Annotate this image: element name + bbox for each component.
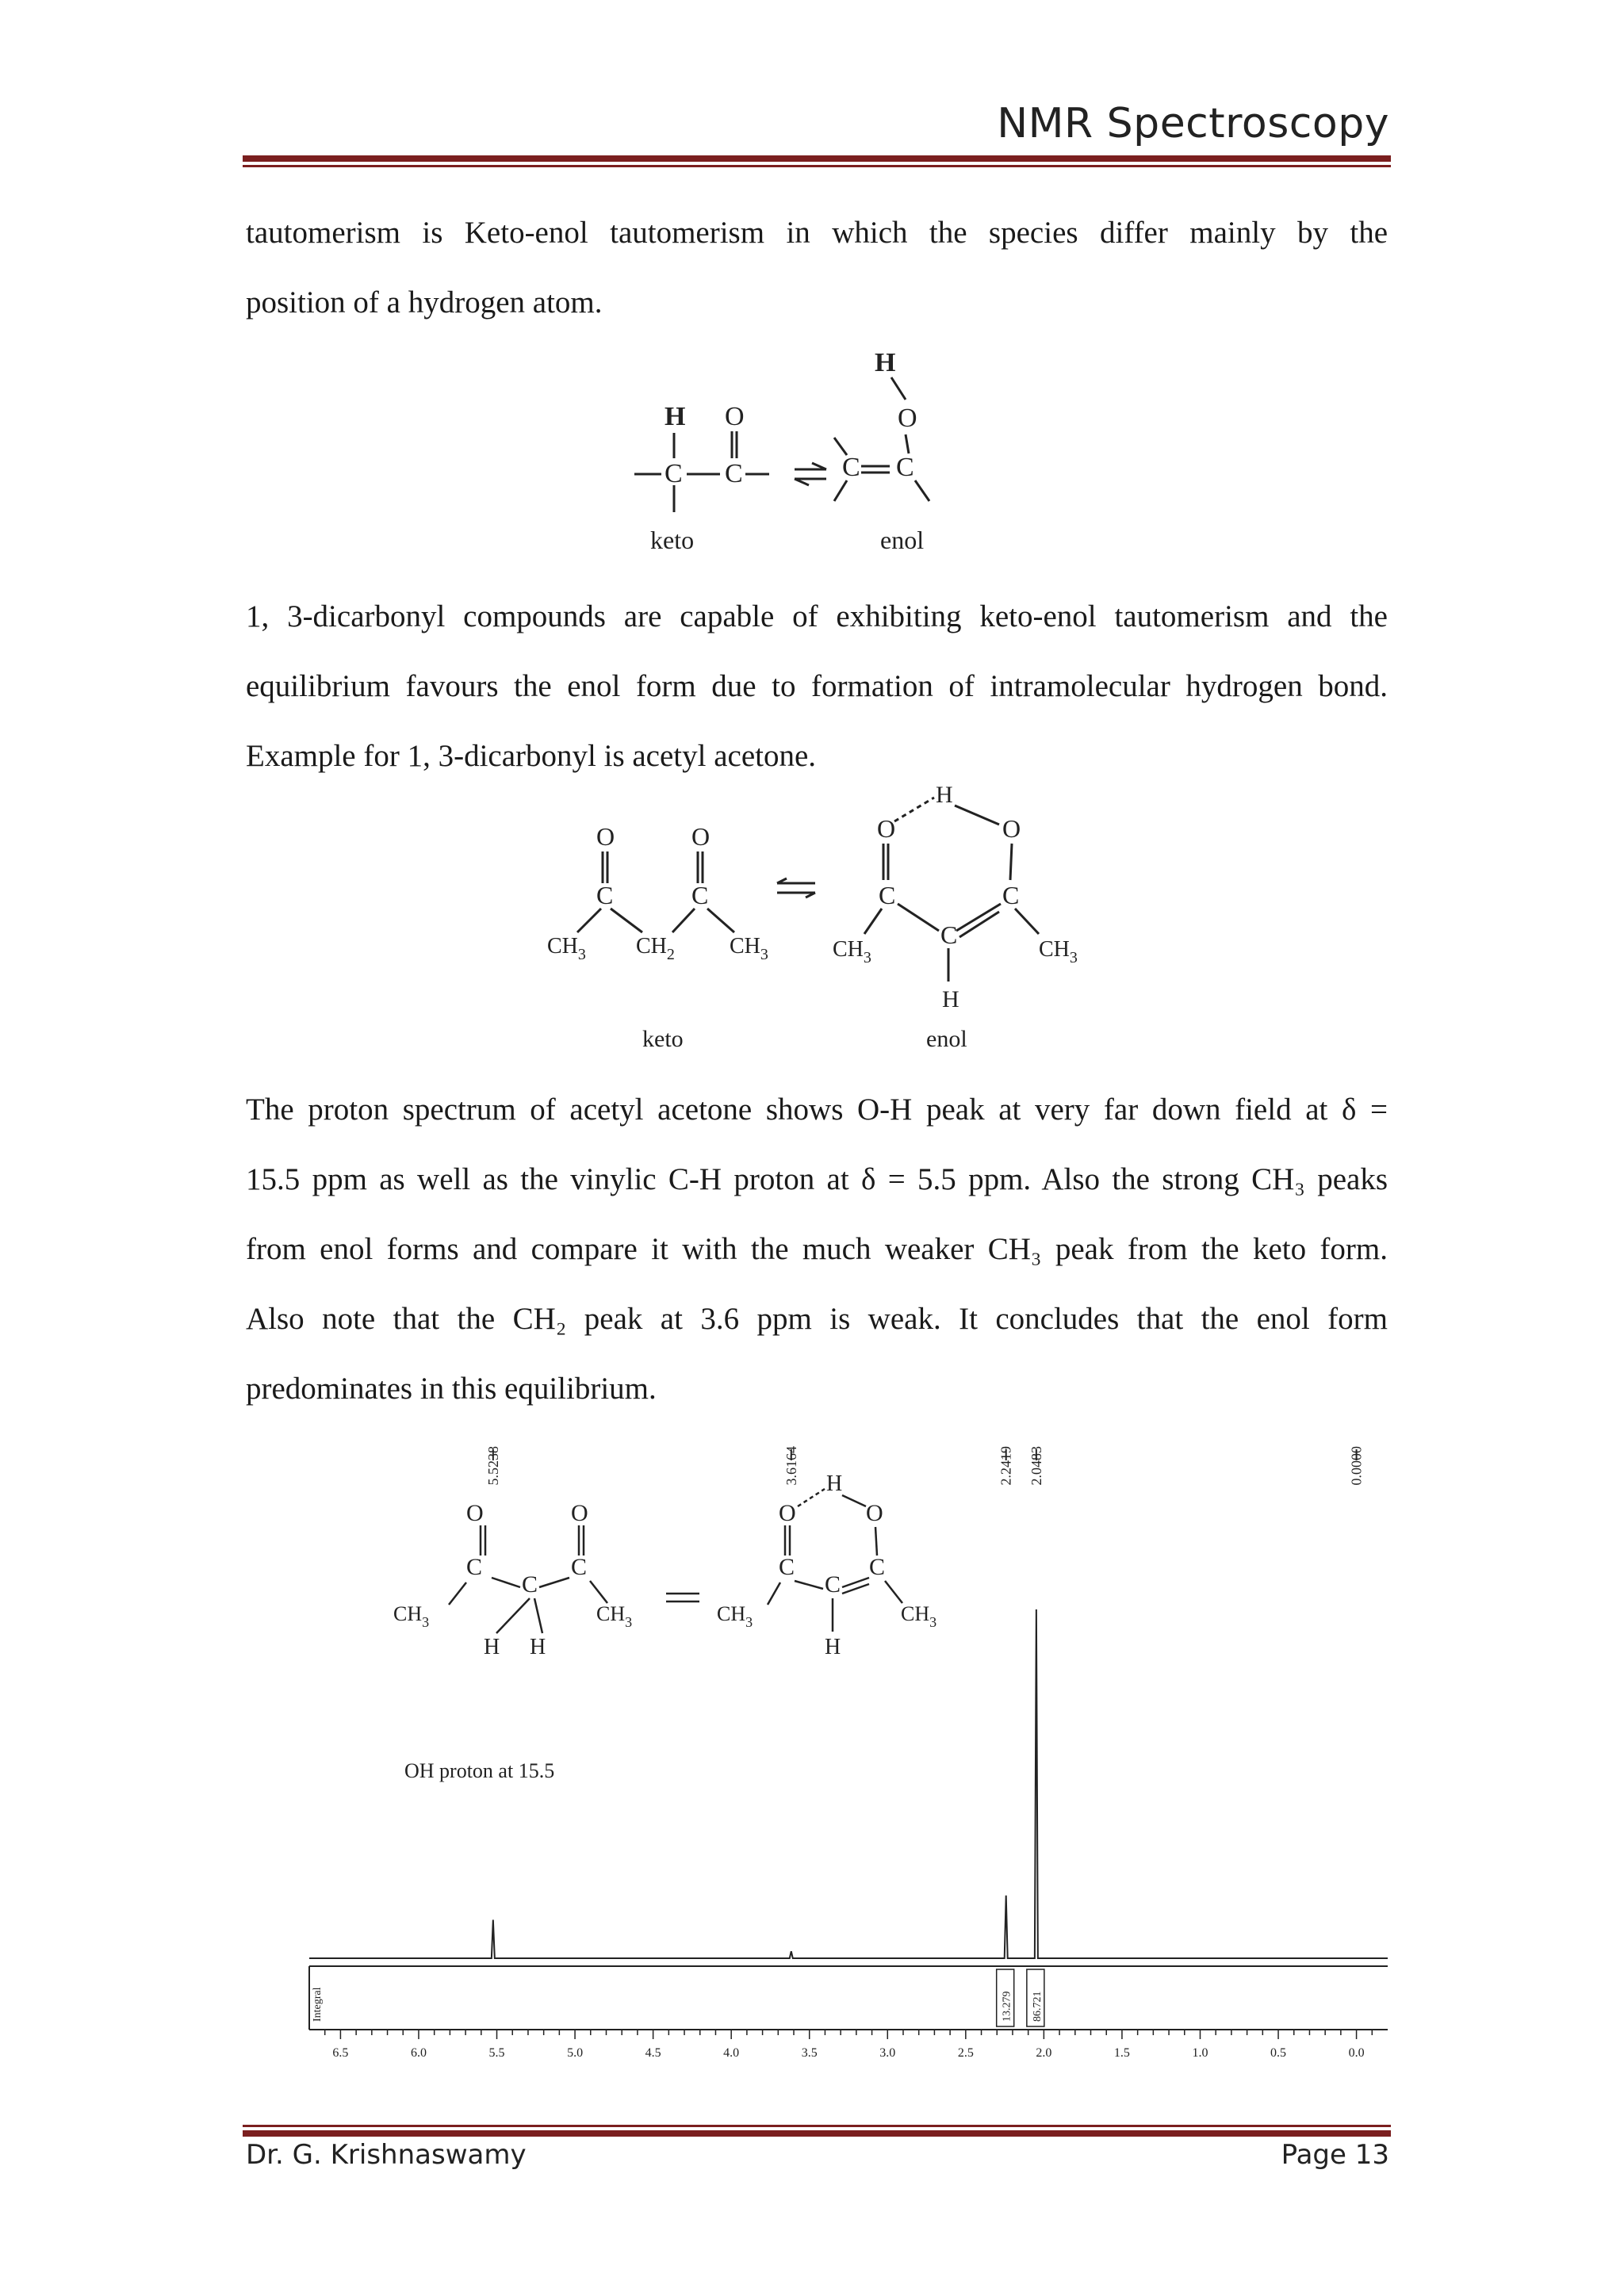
paragraph-line: position of a hydrogen atom.	[246, 285, 603, 320]
peak-label: 3.6164	[783, 1446, 799, 1486]
x-tick-label: 0.5	[1270, 2046, 1287, 2060]
group-ch3: $CH_3$	[393, 1602, 430, 1630]
paragraph-line: 15.5 ppm as well as the vinylic C-H proton at δ = 5.5 ppm. Also the strong CH₃ peaks	[246, 1162, 1388, 1196]
atom-o: O	[466, 1500, 484, 1526]
x-tick-label: 5.5	[488, 2046, 505, 2060]
atom-h: H	[665, 402, 686, 431]
atom-c: C	[571, 1554, 588, 1580]
paragraph-line: 1, 3-dicarbonyl compounds are capable of exhibiting keto-enol tautomerism and the	[246, 599, 1388, 633]
atom-c: C	[779, 1554, 795, 1580]
paragraph-line: predominates in this equilibrium.	[246, 1372, 657, 1406]
atom-c: C	[725, 459, 743, 488]
group-ch3: $CH_3$	[1039, 937, 1078, 966]
atom-c: C	[691, 881, 709, 909]
group-ch3: $CH_3$	[730, 934, 768, 963]
atom-c: C	[1002, 881, 1020, 909]
integral-value: 13.279	[1001, 1991, 1013, 2022]
peak-label: 2.2419	[998, 1446, 1014, 1486]
paragraph-line: tautomerism is Keto-enol tautomerism in which the species differ mainly by the	[246, 216, 1388, 250]
x-tick-label: 2.0	[1036, 2046, 1052, 2060]
paragraph-line: from enol forms and compare it with the much weaker CH₃ peak from the keto form.	[246, 1232, 1388, 1266]
atom-c: C	[596, 881, 614, 909]
paragraph-3	[246, 1075, 1388, 1424]
atom-o: O	[877, 814, 896, 843]
atom-o: O	[866, 1500, 883, 1526]
enol-label: enol	[880, 526, 925, 554]
peak-label: 2.0483	[1028, 1446, 1044, 1486]
group-ch2: $CH_2$	[636, 934, 675, 963]
x-tick-label: 6.0	[410, 2046, 427, 2060]
paragraph-line: Also note that the CH₂ peak at 3.6 ppm is weak. It concludes that the enol form	[246, 1302, 1388, 1336]
x-tick-label: 2.5	[957, 2046, 974, 2060]
paragraph-2	[246, 582, 1388, 791]
atom-o: O	[779, 1500, 796, 1526]
atom-c: C	[869, 1554, 886, 1580]
page-header-title: NMR Spectroscopy	[997, 100, 1389, 147]
x-tick-label: 3.5	[801, 2046, 818, 2060]
atom-o: O	[571, 1500, 588, 1526]
group-ch3: $CH_3$	[717, 1602, 753, 1630]
atom-h: H	[484, 1635, 500, 1659]
footer-author: Dr. G. Krishnaswamy	[246, 2139, 527, 2171]
atom-c: C	[825, 1571, 841, 1598]
atom-o: O	[725, 402, 745, 431]
atom-h: H	[825, 1635, 841, 1659]
group-ch3: $CH_3$	[547, 934, 586, 963]
group-ch3: $CH_3$	[901, 1602, 937, 1630]
footer-rule	[243, 2122, 1391, 2137]
peak-label: 0.0000	[1348, 1446, 1365, 1486]
oh-proton-note: OH proton at 15.5	[404, 1759, 555, 1782]
atom-c: C	[522, 1571, 538, 1598]
footer-page-number: Page 13	[1281, 2139, 1389, 2171]
atom-o: O	[898, 404, 917, 433]
paragraph-line: equilibrium favours the enol form due to formation of intramolecular hydrogen bond.	[246, 669, 1388, 703]
atom-o: O	[1002, 814, 1021, 843]
enol-label: enol	[926, 1026, 967, 1052]
keto-label: keto	[650, 526, 695, 554]
group-ch3: $CH_3$	[833, 937, 871, 966]
inset-structure	[393, 1471, 936, 1782]
atom-h: H	[826, 1471, 843, 1496]
atom-h: H	[936, 782, 953, 808]
integral-value: 86.721	[1031, 1991, 1044, 2022]
atom-c: C	[879, 881, 896, 909]
x-tick-label: 3.0	[879, 2046, 896, 2060]
atom-h: H	[875, 349, 896, 377]
x-tick-label: 0.0	[1348, 2046, 1365, 2060]
paragraph-1	[246, 198, 1388, 338]
header-rule	[243, 155, 1391, 167]
x-tick-label: 4.0	[723, 2046, 740, 2060]
atom-c: C	[466, 1554, 483, 1580]
atom-c: C	[940, 920, 958, 949]
atom-o: O	[596, 822, 615, 851]
x-tick-label: 5.0	[567, 2046, 584, 2060]
acetylacetone-scheme	[539, 777, 1110, 1062]
group-ch3: $CH_3$	[596, 1602, 633, 1630]
x-tick-label: 4.5	[645, 2046, 661, 2060]
paragraph-line: Example for 1, 3-dicarbonyl is acetyl acetone.	[246, 739, 817, 773]
atom-h: H	[942, 986, 959, 1012]
keto-label: keto	[642, 1026, 684, 1052]
spectrum-trace	[309, 1609, 1388, 1958]
peak-label: 5.5238	[485, 1446, 501, 1486]
nmr-spectrum	[293, 1419, 1404, 2101]
atom-h: H	[530, 1635, 546, 1659]
keto-enol-scheme	[619, 349, 999, 563]
x-tick-label: 1.0	[1192, 2046, 1208, 2060]
x-tick-label: 1.5	[1113, 2046, 1130, 2060]
integral-title: Integral	[312, 1987, 324, 2022]
paragraph-line: The proton spectrum of acetyl acetone shows O-H peak at very far down field at δ =	[246, 1093, 1388, 1127]
atom-c: C	[896, 453, 914, 482]
x-tick-label: 6.5	[332, 2046, 349, 2060]
atom-o: O	[691, 822, 710, 851]
atom-c: C	[665, 459, 683, 488]
atom-c: C	[842, 453, 860, 482]
